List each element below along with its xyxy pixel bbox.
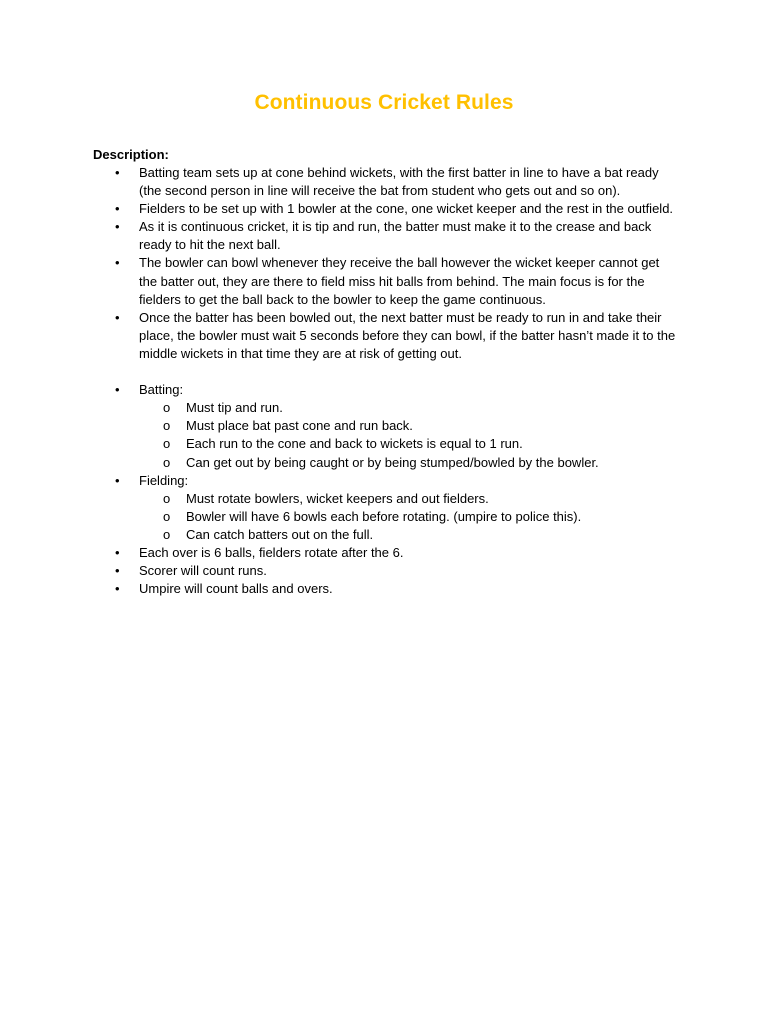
list-item-text: Once the batter has been bowled out, the next batter must be ready to run in and take their place, the bowler must wait 5 seconds before they can bowl, if the batter hasn’t made it to the middle wickets in that time they are at risk of getting out. <box>139 309 676 361</box>
list-item <box>0 580 768 598</box>
sub-bullet-icon: o <box>163 526 171 542</box>
list-item-text: Umpire will count balls and overs. <box>139 581 333 597</box>
sublist-item <box>0 417 768 435</box>
sublist-item <box>0 454 768 472</box>
sublist-item <box>0 490 768 508</box>
bullet-icon: • <box>115 563 120 579</box>
bullet-icon: • <box>115 581 120 597</box>
sublist-item <box>0 399 768 417</box>
fielding-label: Fielding: <box>139 472 189 488</box>
sublist-item-text: Can get out by being caught or by being stumped/bowled by the bowler. <box>186 454 599 470</box>
bullet-icon: • <box>115 219 120 235</box>
sublist-item <box>0 526 768 544</box>
sublist-item-text: Must tip and run. <box>186 400 283 416</box>
list-item-text: As it is continuous cricket, it is tip and run, the batter must make it to the crease and back ready to hit the next ball. <box>139 219 652 253</box>
bullet-icon: • <box>115 255 120 271</box>
list-item-batting <box>0 381 768 471</box>
bullet-icon: • <box>115 472 120 488</box>
list-item-text: Each over is 6 balls, fielders rotate after the 6. <box>139 544 404 560</box>
sub-bullet-icon: o <box>163 418 171 434</box>
sub-bullet-icon: o <box>163 454 171 470</box>
bullet-icon: • <box>115 382 120 398</box>
sub-bullet-icon: o <box>163 400 171 416</box>
fielding-sublist <box>0 490 768 544</box>
sublist-item-text: Can catch batters out on the full. <box>186 526 374 542</box>
list-item-text: The bowler can bowl whenever they receive the ball however the wicket keeper cannot get the batter out, they are there to field miss hit balls from behind. The main focus is for the fielders to get the ball back to the bowler to keep the game continuous. <box>139 255 660 307</box>
list-item <box>0 562 768 580</box>
list-item-text: Fielders to be set up with 1 bowler at the cone, one wicket keeper and the rest in the outfield. <box>139 201 674 217</box>
list-item <box>0 218 768 254</box>
list-item-text: Batting team sets up at cone behind wickets, with the first batter in line to have a bat ready (the second person in line will receive the bat from student who gets out and so on). <box>139 165 659 199</box>
sublist-item <box>0 435 768 453</box>
list-spacer <box>0 363 768 381</box>
document-title: Continuous Cricket Rules <box>254 91 514 114</box>
description-label: Description: <box>93 147 169 162</box>
bullet-icon: • <box>115 201 120 217</box>
bullet-icon: • <box>115 309 120 325</box>
batting-label: Batting: <box>139 382 184 398</box>
sublist-item <box>0 508 768 526</box>
batting-sublist <box>0 399 768 471</box>
list-item <box>0 309 768 363</box>
list-item <box>0 164 768 200</box>
bullet-icon: • <box>115 544 120 560</box>
sublist-item-text: Must place bat past cone and run back. <box>186 418 413 434</box>
rules-list <box>0 164 768 598</box>
sublist-item-text: Each run to the cone and back to wickets is equal to 1 run. <box>186 436 523 452</box>
sublist-item-text: Bowler will have 6 bowls each before rotating. (umpire to police this). <box>186 508 582 524</box>
sublist-item-text: Must rotate bowlers, wicket keepers and out fielders. <box>186 490 489 506</box>
list-item <box>0 200 768 218</box>
sub-bullet-icon: o <box>163 508 171 524</box>
list-item-fielding <box>0 472 768 544</box>
bullet-icon: • <box>115 165 120 180</box>
list-item <box>0 254 768 308</box>
sub-bullet-icon: o <box>163 436 171 452</box>
list-item-text: Scorer will count runs. <box>139 563 267 579</box>
sub-bullet-icon: o <box>163 490 171 506</box>
list-item <box>0 544 768 562</box>
